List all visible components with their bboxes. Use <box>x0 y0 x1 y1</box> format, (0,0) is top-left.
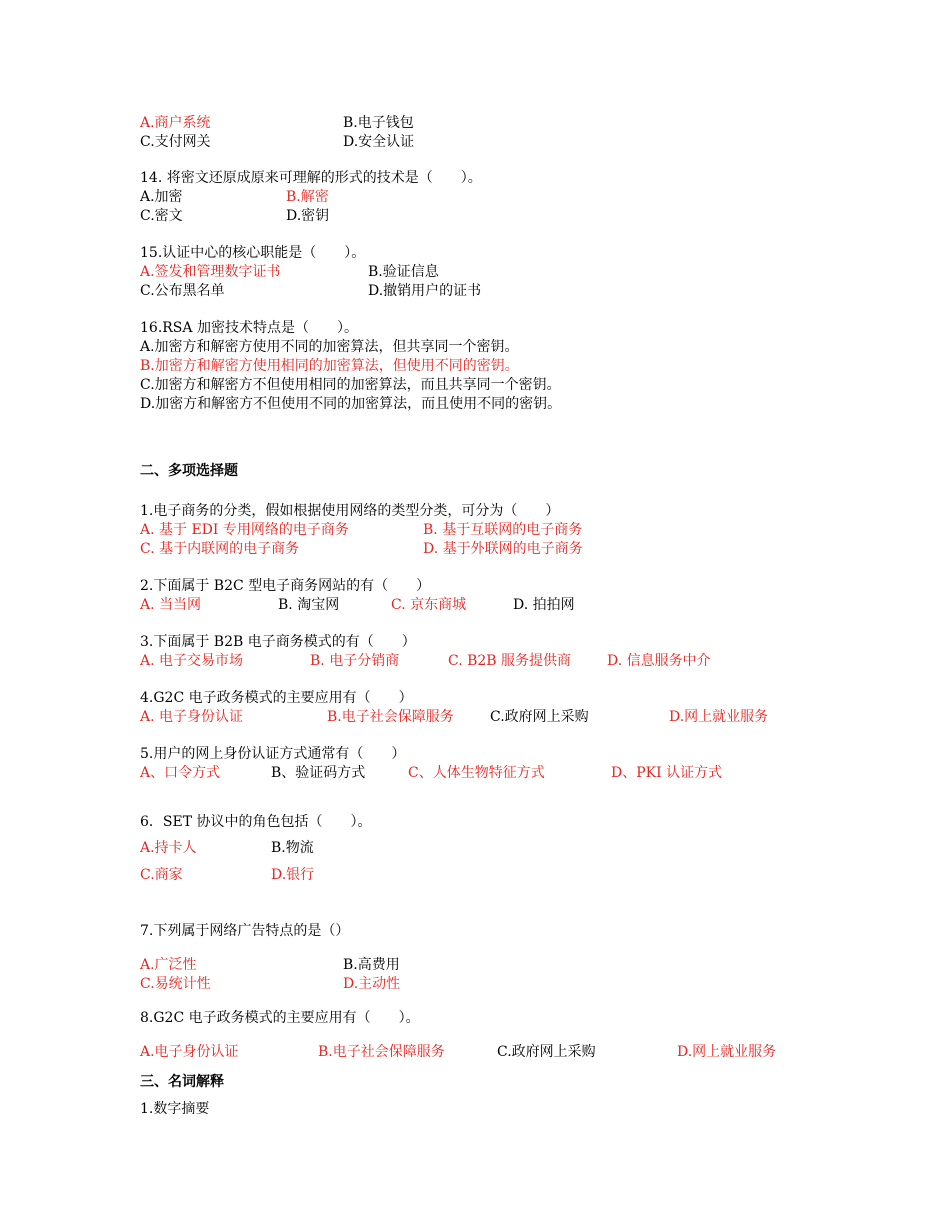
m2-option-c: C. 京东商城 <box>391 597 467 613</box>
m1-option-d: D. 基于外联网的电子商务 <box>423 541 583 557</box>
q16-option-b: B.加密方和解密方使用相同的加密算法，但使用不同的密钥。 <box>140 358 519 374</box>
m3-option-d: D. 信息服务中介 <box>607 653 711 669</box>
q16-option-a: A.加密方和解密方使用不同的加密算法，但共享同一个密钥。 <box>140 339 519 355</box>
m8-stem: 8.G2C 电子政务模式的主要应用有（ ）。 <box>140 1010 420 1026</box>
m4-option-a: A. 电子身份认证 <box>140 709 244 725</box>
m1-option-c: C. 基于内联网的电子商务 <box>140 541 300 557</box>
q13-option-b: B.电子钱包 <box>343 115 414 131</box>
m2-option-b: B. 淘宝网 <box>278 597 340 613</box>
m1-option-a: A. 基于 EDI 专用网络的电子商务 <box>140 522 349 538</box>
m3-option-a: A. 电子交易市场 <box>140 653 244 669</box>
q13-option-c: C.支付网关 <box>140 134 211 150</box>
m4-option-b: B.电子社会保障服务 <box>327 709 454 725</box>
m5-option-b: B、验证码方式 <box>271 765 366 781</box>
m3-option-c: C. B2B 服务提供商 <box>448 653 572 669</box>
m6-option-c: C.商家 <box>140 867 183 883</box>
section-heading-multiple-choice: 二、多项选择题 <box>140 463 238 479</box>
q15-option-a: A.签发和管理数字证书 <box>140 264 281 280</box>
m2-stem: 2.下面属于 B2C 型电子商务网站的有（ ） <box>140 578 431 594</box>
m1-option-b: B. 基于互联网的电子商务 <box>423 522 583 538</box>
m6-option-a: A.持卡人 <box>140 840 197 856</box>
q13-option-d: D.安全认证 <box>343 134 415 150</box>
m8-option-b: B.电子社会保障服务 <box>318 1044 445 1060</box>
section-heading-term-definitions: 三、名词解释 <box>140 1074 224 1090</box>
m7-stem: 7.下列属于网络广告特点的是（） <box>140 923 350 939</box>
m4-option-d: D.网上就业服务 <box>669 709 769 725</box>
m4-stem: 4.G2C 电子政务模式的主要应用有（ ） <box>140 690 413 706</box>
m2-option-a: A. 当当网 <box>140 597 202 613</box>
m8-option-d: D.网上就业服务 <box>677 1044 777 1060</box>
m3-option-b: B. 电子分销商 <box>310 653 400 669</box>
q15-option-b: B.验证信息 <box>368 264 439 280</box>
m5-option-c: C、人体生物特征方式 <box>408 765 545 781</box>
m8-option-a: A.电子身份认证 <box>140 1044 239 1060</box>
q15-option-d: D.撤销用户的证书 <box>368 283 482 299</box>
q16-option-d: D.加密方和解密方不但使用不同的加密算法，而且使用不同的密钥。 <box>140 396 562 412</box>
m1-stem: 1.电子商务的分类，假如根据使用网络的类型分类，可分为（ ） <box>140 503 560 519</box>
m8-option-c: C.政府网上采购 <box>497 1044 596 1060</box>
q14-stem: 14. 将密文还原成原来可理解的形式的技术是（ ）。 <box>140 170 482 186</box>
q16-option-c: C.加密方和解密方不但使用相同的加密算法，而且共享同一个密钥。 <box>140 377 561 393</box>
m4-option-c: C.政府网上采购 <box>490 709 589 725</box>
m7-option-a: A.广泛性 <box>140 957 197 973</box>
q14-option-b: B.解密 <box>286 189 329 205</box>
m5-stem: 5.用户的网上身份认证方式通常有（ ） <box>140 746 406 762</box>
m5-option-d: D、PKI 认证方式 <box>611 765 723 781</box>
m6-stem: 6．SET 协议中的角色包括（ ）。 <box>140 814 372 830</box>
q15-stem: 15.认证中心的核心职能是（ ）。 <box>140 245 366 261</box>
m7-option-d: D.主动性 <box>343 976 401 992</box>
m6-option-b: B.物流 <box>271 840 314 856</box>
q14-option-a: A.加密 <box>140 189 183 205</box>
m6-option-d: D.银行 <box>271 867 315 883</box>
q14-option-d: D.密钥 <box>286 208 330 224</box>
q16-stem: 16.RSA 加密技术特点是（ ）。 <box>140 320 358 336</box>
m5-option-a: A、口令方式 <box>140 765 221 781</box>
q15-option-c: C.公布黑名单 <box>140 283 225 299</box>
q13-option-a: A.商户系统 <box>140 115 211 131</box>
m7-option-b: B.高费用 <box>343 957 400 973</box>
m3-stem: 3.下面属于 B2B 电子商务模式的有（ ） <box>140 634 416 650</box>
m7-option-c: C.易统计性 <box>140 976 211 992</box>
t1-term: 1.数字摘要 <box>140 1101 210 1117</box>
q14-option-c: C.密文 <box>140 208 183 224</box>
m2-option-d: D. 拍拍网 <box>513 597 575 613</box>
